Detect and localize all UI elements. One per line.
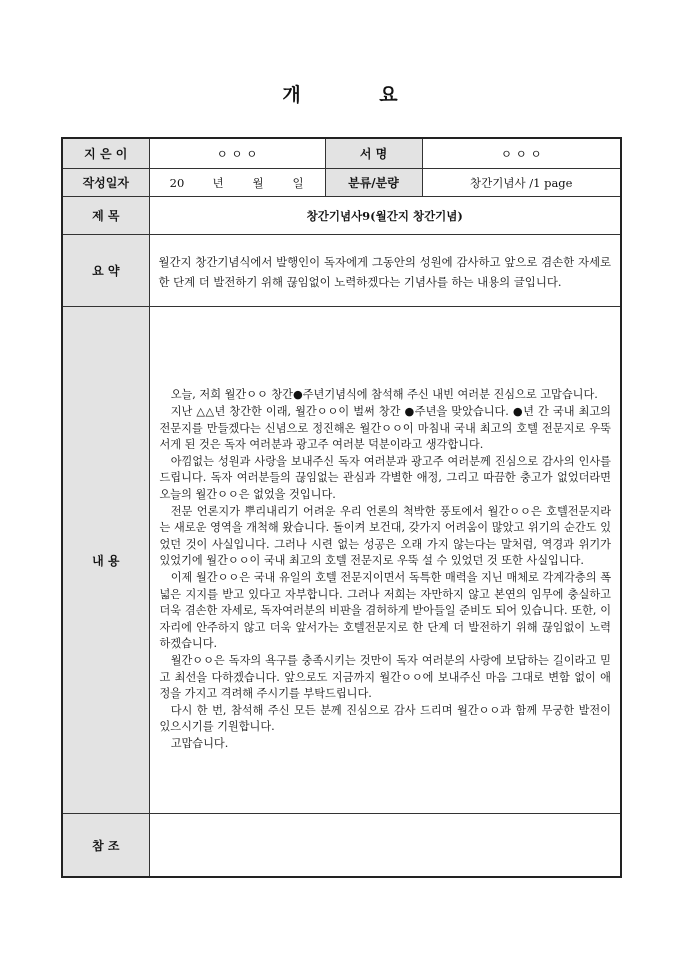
summary-text: 월간지 창간기념식에서 발행인이 독자에게 그동안의 성원에 감사하고 앞으로 겸손한 자세로 한 단계 더 발전하기 위해 끊임없이 노력하겠다는 기념사를 하는 내용의 글입니다.: [158, 254, 611, 289]
content-cell: [149, 307, 621, 814]
category-label: 분류/분량: [325, 169, 422, 197]
reference-value: [149, 814, 621, 878]
content-closing: 고맙습니다.: [170, 736, 229, 750]
date-value: [149, 169, 325, 197]
page-title: 개 요: [282, 84, 434, 106]
sign-value: ㅇ ㅇ ㅇ: [422, 138, 621, 169]
date-year: 20: [169, 175, 185, 190]
category-value: 창간기념사 /1 page: [422, 169, 621, 197]
content-paragraph: 아낌없는 성원과 사랑을 보내주신 독자 여러분과 광고주 여러분께 진심으로 감사의 인사를 드립니다. 독자 여러분들의 끊임없는 관심과 각별한 애정, 그리고 따끔한 충고가 없었더라면 오늘의 월간ㅇㅇ은 없었을 것입니다.: [159, 454, 611, 502]
content-paragraph: 이제 월간ㅇㅇ은 국내 유일의 호텔 전문지이면서 독특한 매력을 지닌 매체로 각계각층의 폭 넓은 지지를 받고 있다고 자부합니다. 그러나 저희는 자만하지 않고 본연의 임무에 충실하고 더욱 겸손한 자세로, 독자여러분의 비판을 겸허하게 받아들일 준비도 되어 있습니다. 또한, 이 자리에 안주하지 않고 더욱 앞서가는 호텔전문지로 한 단계 더 발전하기 위해 끊임없이 노력하겠습니다.: [159, 571, 611, 651]
sign-label: 서 명: [325, 138, 422, 169]
content-paragraph: 전문 언론지가 뿌리내리기 어려운 우리 언론의 척박한 풍토에서 월간ㅇㅇ은 호텔전문지라는 새로운 영역을 개척해 왔습니다. 돌이켜 보건대, 갖가지 어려움이 많았고 위기의 순간도 있었던 것이 사실입니다. 그러나 시련 없는 성공은 오래 가지 않는다는 말처럼, 역경과 위기가 있었기에 월간ㅇㅇ이 국내 최고의 호텔 전문지로 우뚝 설 수 있었던 것 또한 사실입니다.: [159, 504, 611, 568]
content-paragraph: 오늘, 저희 월간ㅇㅇ 창간●주년기념식에 참석해 주신 내빈 여러분 진심으로 고맙습니다.: [170, 388, 598, 402]
title-row: [62, 197, 621, 235]
content-label: 내 용: [62, 307, 149, 814]
reference-label: 참 조: [62, 814, 149, 878]
author-label: 지 은 이: [62, 138, 149, 169]
date-month-unit: 월: [252, 175, 264, 190]
reference-row: [62, 814, 621, 878]
summary-row: [62, 235, 621, 307]
summary-table: [61, 137, 622, 878]
content-paragraph: 월간ㅇㅇ은 독자의 욕구를 충족시키는 것만이 독자 여러분의 사랑에 보답하는 길이라고 믿고 최선을 다하겠습니다. 앞으로도 지금까지 월간ㅇㅇ에 보내주신 마음 그대로 변함 없이 애정을 가지고 격려해 주시기를 부탁드립니다.: [159, 653, 611, 701]
author-row: [62, 138, 621, 169]
content-body: [150, 367, 621, 752]
summary-label: 요 약: [62, 235, 149, 307]
date-row: [62, 169, 621, 197]
title-label: 제 목: [62, 197, 149, 235]
content-row: [62, 307, 621, 814]
date-label: 작성일자: [62, 169, 149, 197]
summary-cell: [149, 235, 621, 307]
author-value: ㅇ ㅇ ㅇ: [149, 138, 325, 169]
content-paragraph: 다시 한 번, 참석해 주신 모든 분께 진심으로 감사 드리며 월간ㅇㅇ과 함께 무궁한 발전이 있으시기를 기원합니다.: [159, 703, 611, 734]
date-day-unit: 일: [292, 175, 304, 190]
title-value: 창간기념사9(월간지 창간기념): [149, 197, 621, 235]
content-paragraph: 지난 △△년 창간한 이래, 월간ㅇㅇ이 벌써 창간 ●주년을 맞았습니다. ●년 간 국내 최고의 전문지를 만들겠다는 신념으로 정진해온 월간ㅇㅇ이 마침내 국내 최고의 호텔 전문지로 우뚝 서게 된 것은 독자 여러분과 광고주 여러분 덕분이라고 생각합니다.: [159, 405, 611, 452]
date-year-unit: 년: [212, 175, 224, 190]
